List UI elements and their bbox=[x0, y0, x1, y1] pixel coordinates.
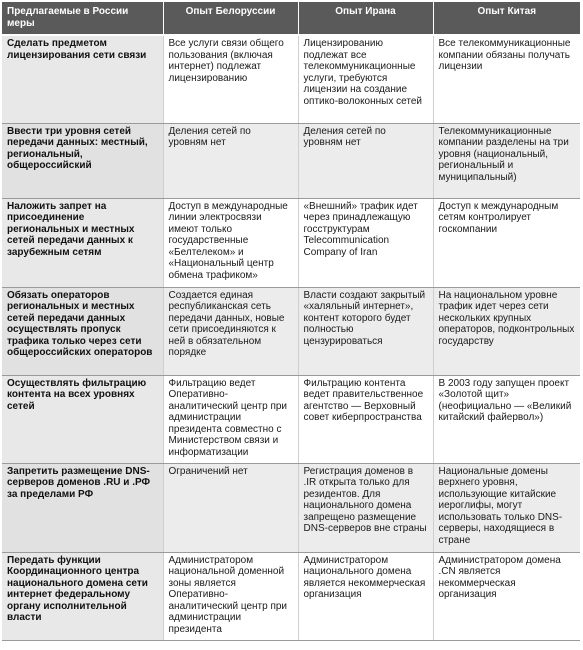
belarus-cell: Администратором национальной доменной зоны является Оперативно-аналитический центр при администрации президента bbox=[163, 552, 298, 640]
measure-cell: Сделать предметом лицензирования сети связи bbox=[2, 35, 163, 123]
belarus-cell: Фильтрацию ведет Оперативно-аналитический центр при администрации президента совместно с Министерством связи и информатизации bbox=[163, 375, 298, 463]
header-belarus: Опыт Белоруссии bbox=[163, 2, 298, 35]
comparison-table bbox=[2, 2, 580, 641]
iran-cell: «Внешний» трафик идет через принадлежащую госструктурам Telecommunication Company of Iran bbox=[298, 198, 433, 287]
iran-cell: Регистрация доменов в .IR открыта только для резидентов. Для национального домена запрещено размещение DNS-серверов вне страны bbox=[298, 463, 433, 552]
china-cell: На национальном уровне трафик идет через сети нескольких крупных операторов, подконтрольных государству bbox=[433, 287, 580, 375]
belarus-cell: Доступ в международные линии электросвязи имеют только государственные «Белтелеком» и «Национальный центр обмена трафиком» bbox=[163, 198, 298, 287]
measure-cell: Наложить запрет на присоединение региональных и местных сетей передачи данных к зарубежным сетям bbox=[2, 198, 163, 287]
table-row bbox=[2, 287, 580, 375]
table-row bbox=[2, 123, 580, 198]
measure-cell: Ввести три уровня сетей передачи данных: местный, региональный, общероссийский bbox=[2, 123, 163, 198]
china-cell: Администратором домена .CN является некоммерческая организация bbox=[433, 552, 580, 640]
header-iran: Опыт Ирана bbox=[298, 2, 433, 35]
header-row bbox=[2, 2, 580, 35]
belarus-cell: Создается единая республиканская сеть передачи данных, новые сети присоединяются к ней в обязательном порядке bbox=[163, 287, 298, 375]
iran-cell: Власти создают закрытый «халяльный интернет», контент которого будет полностью цензурироваться bbox=[298, 287, 433, 375]
comparison-table-container bbox=[2, 2, 580, 641]
belarus-cell: Ограничений нет bbox=[163, 463, 298, 552]
measure-cell: Осуществлять фильтрацию контента на всех уровнях сетей bbox=[2, 375, 163, 463]
header-measures: Предлагаемые в России меры bbox=[2, 2, 163, 35]
china-cell: Доступ к международным сетям контролирует госкомпании bbox=[433, 198, 580, 287]
iran-cell: Лицензированию подлежат все телекоммуникационные услуги, требуются лицензии на создание оптико-волоконных сетей bbox=[298, 35, 433, 123]
table-row bbox=[2, 198, 580, 287]
iran-cell: Фильтрацию контента ведет правительственное агентство — Верховный совет киберпространства bbox=[298, 375, 433, 463]
china-cell: Телекоммуникационные компании разделены на три уровня (национальный, региональный и муниципальный) bbox=[433, 123, 580, 198]
belarus-cell: Деления сетей по уровням нет bbox=[163, 123, 298, 198]
iran-cell: Администратором национального домена является некоммерческая организация bbox=[298, 552, 433, 640]
table-row bbox=[2, 35, 580, 123]
measure-cell: Запретить размещение DNS-серверов доменов .RU и .РФ за пределами РФ bbox=[2, 463, 163, 552]
belarus-cell: Все услуги связи общего пользования (включая интернет) подлежат лицензированию bbox=[163, 35, 298, 123]
china-cell: Национальные домены верхнего уровня, использующие китайские иероглифы, могут использовать только DNS-серверы, находящиеся в стране bbox=[433, 463, 580, 552]
header-china: Опыт Китая bbox=[433, 2, 580, 35]
china-cell: В 2003 году запущен проект «Золотой щит» (неофициально — «Великий китайский файервол») bbox=[433, 375, 580, 463]
iran-cell: Деления сетей по уровням нет bbox=[298, 123, 433, 198]
measure-cell: Обязать операторов региональных и местных сетей передачи данных осуществлять пропуск трафика только через сети общероссийских операторов bbox=[2, 287, 163, 375]
table-row bbox=[2, 375, 580, 463]
table-row bbox=[2, 552, 580, 640]
china-cell: Все телекоммуникационные компании обязаны получать лицензии bbox=[433, 35, 580, 123]
measure-cell: Передать функции Координационного центра национального домена сети интернет федеральному органу исполнительной власти bbox=[2, 552, 163, 640]
table-row bbox=[2, 463, 580, 552]
